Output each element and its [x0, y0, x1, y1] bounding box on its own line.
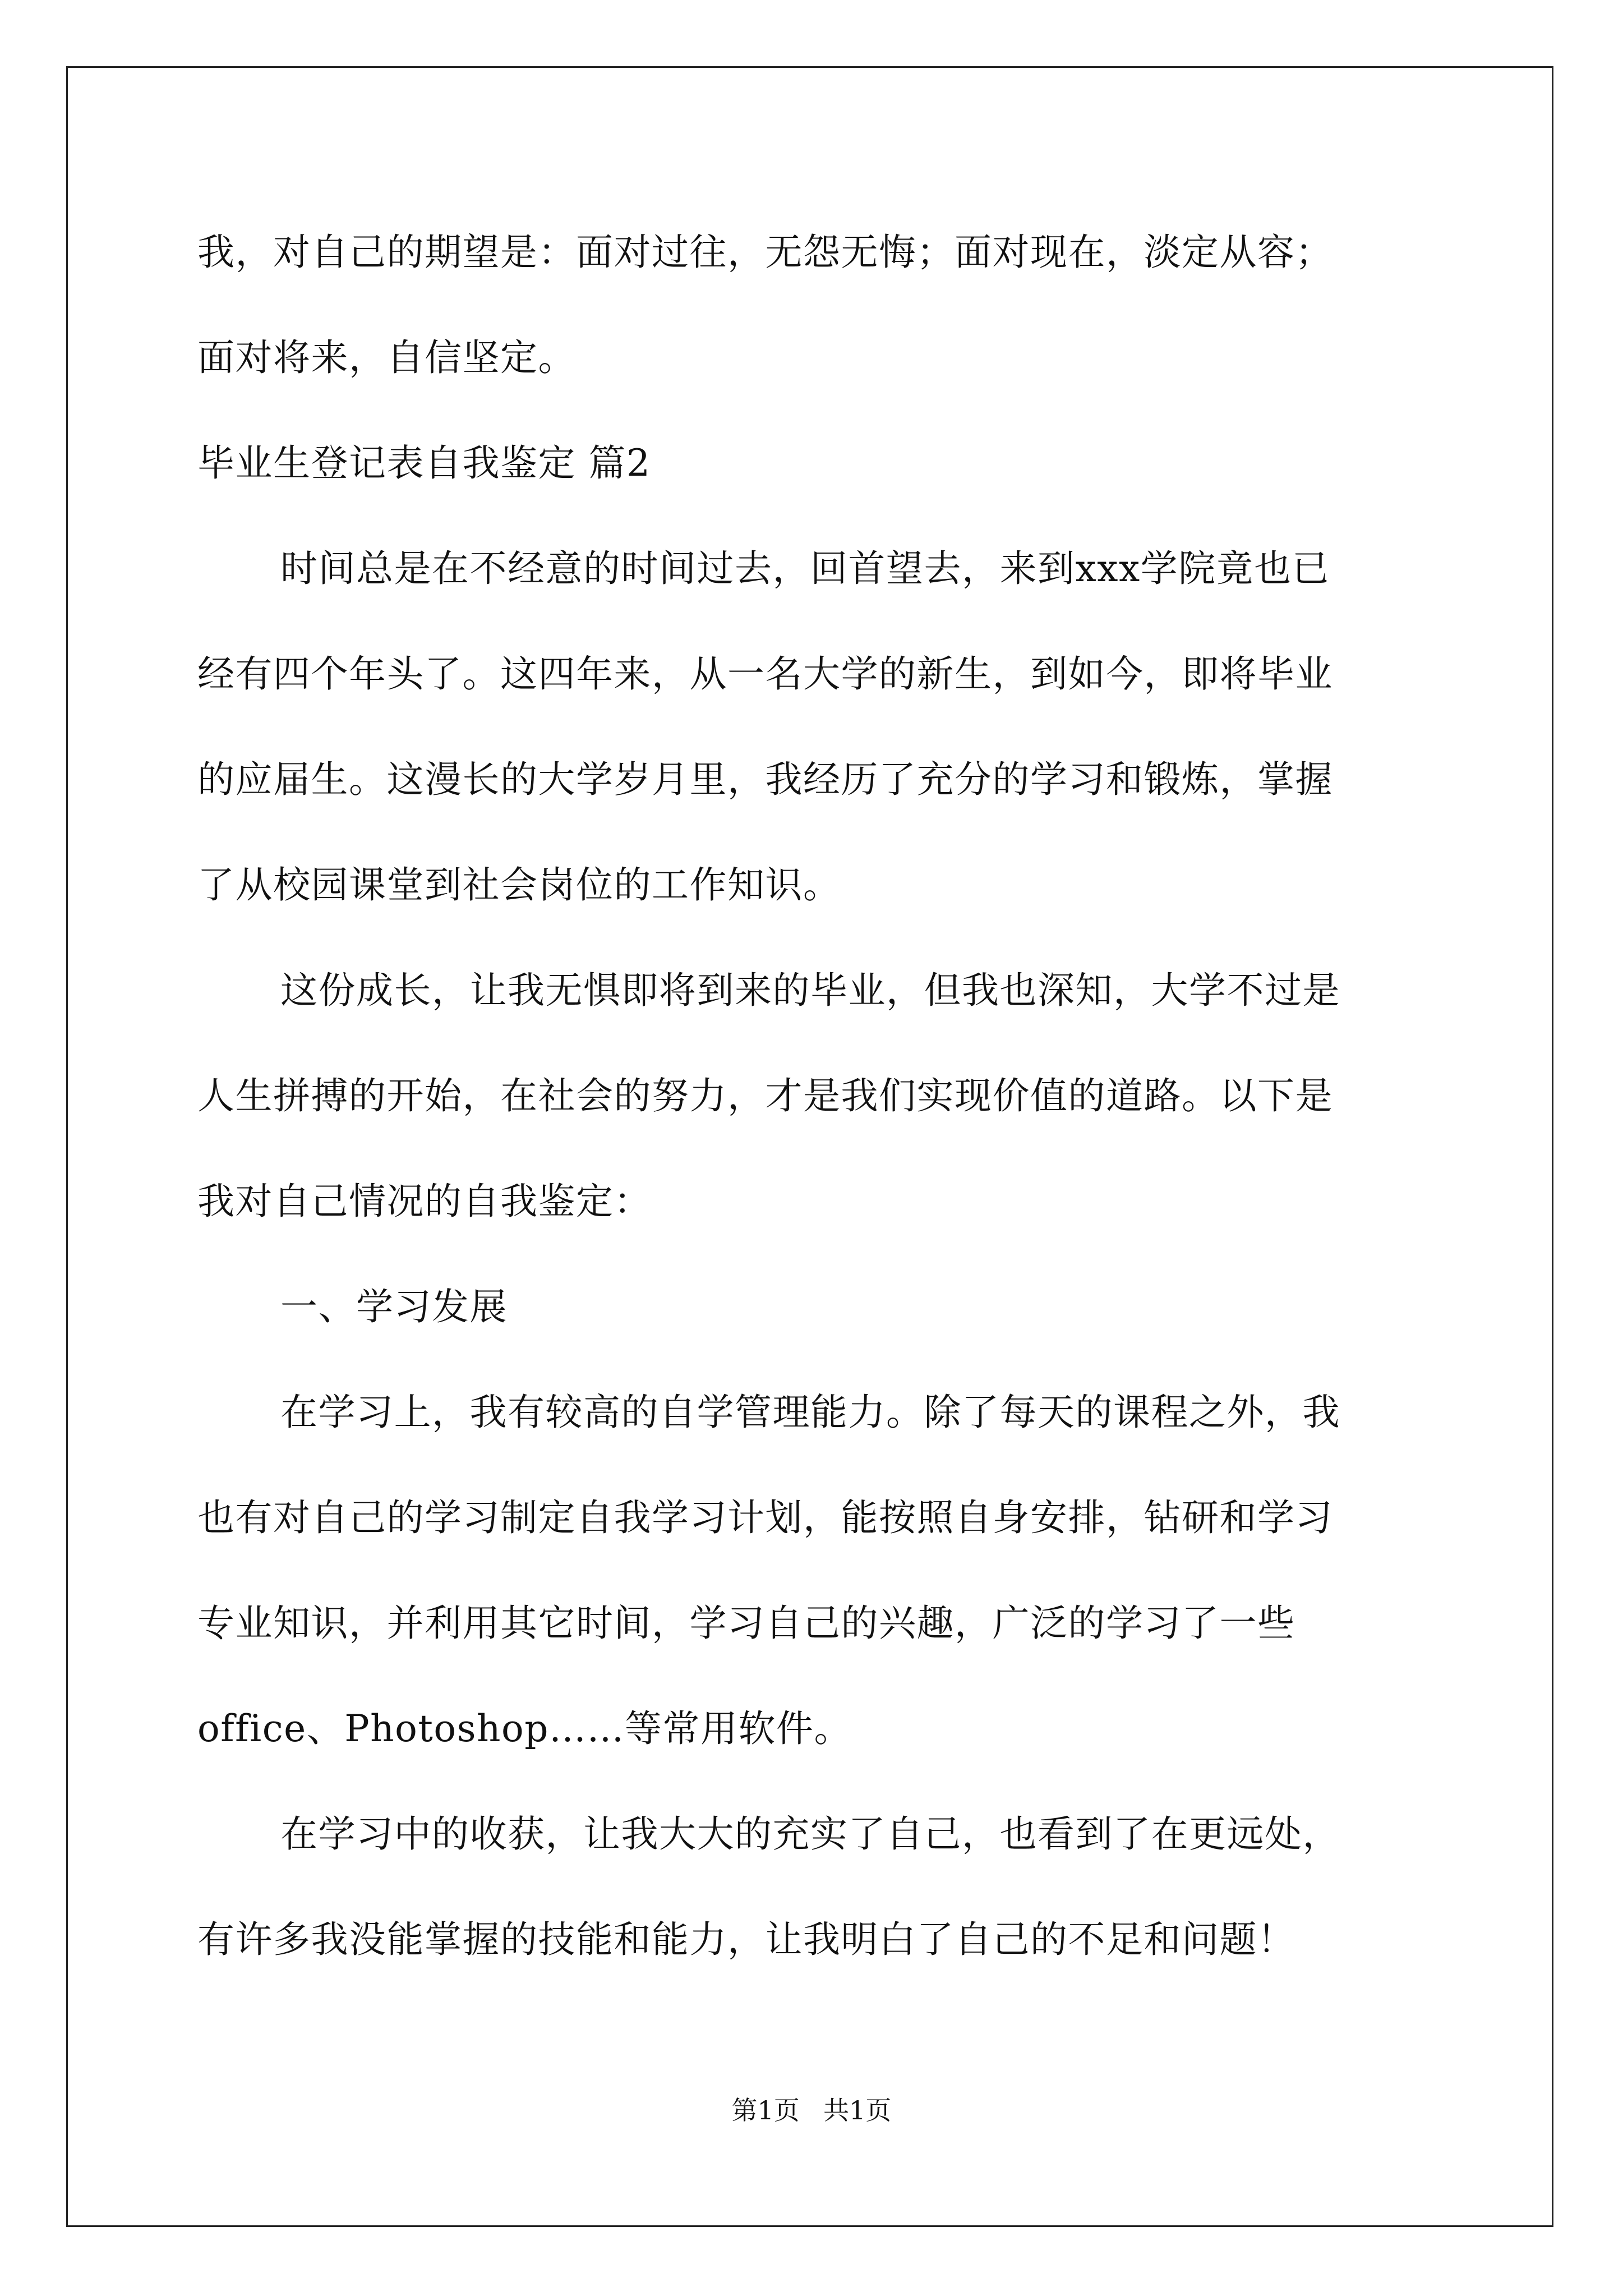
page-number: 第1页: [731, 2095, 800, 2125]
paragraph-line: 人生拼搏的开始，在社会的努力，才是我们实现价值的道路。以下是: [197, 1074, 1333, 1117]
paragraph-line: 的应届生。这漫长的大学岁月里，我经历了充分的学习和锻炼，掌握: [197, 758, 1333, 801]
paragraph-line: 经有四个年头了。这四年来，从一名大学的新生，到如今，即将毕业: [197, 652, 1333, 696]
paragraph-line: 有许多我没能掌握的技能和能力，让我明白了自己的不足和问题！: [197, 1918, 1295, 1961]
page-total: 共1页: [823, 2095, 892, 2125]
paragraph-line: 我，对自己的期望是：面对过往，无怨无悔；面对现在，淡定从容；: [197, 231, 1333, 274]
paragraph-line: 专业知识，并利用其它时间，学习自己的兴趣，广泛的学习了一些: [197, 1602, 1295, 1645]
subsection-heading: 一、学习发展: [280, 1285, 508, 1328]
paragraph-line: 了从校园课堂到社会岗位的工作知识。: [197, 863, 841, 907]
paragraph-line: 也有对自己的学习制定自我学习计划，能按照自身安排，钻研和学习: [197, 1496, 1333, 1539]
section-heading: 毕业生登记表自我鉴定 篇2: [197, 441, 651, 485]
paragraph-line: 时间总是在不经意的时间过去，回首望去，来到xxx学院竟也已: [280, 547, 1330, 590]
paragraph-line: 我对自己情况的自我鉴定：: [197, 1180, 652, 1223]
page-footer: [0, 2093, 1623, 2127]
paragraph-line: 面对将来，自信坚定。: [197, 336, 576, 379]
page-border: [66, 66, 1553, 2227]
paragraph-line: office、Photoshop……等常用软件。: [197, 1707, 852, 1750]
paragraph-line: 在学习中的收获，让我大大的充实了自己，也看到了在更远处，: [280, 1812, 1340, 1856]
paragraph-line: 这份成长，让我无惧即将到来的毕业，但我也深知，大学不过是: [280, 969, 1340, 1012]
paragraph-line: 在学习上，我有较高的自学管理能力。除了每天的课程之外，我: [280, 1391, 1340, 1434]
